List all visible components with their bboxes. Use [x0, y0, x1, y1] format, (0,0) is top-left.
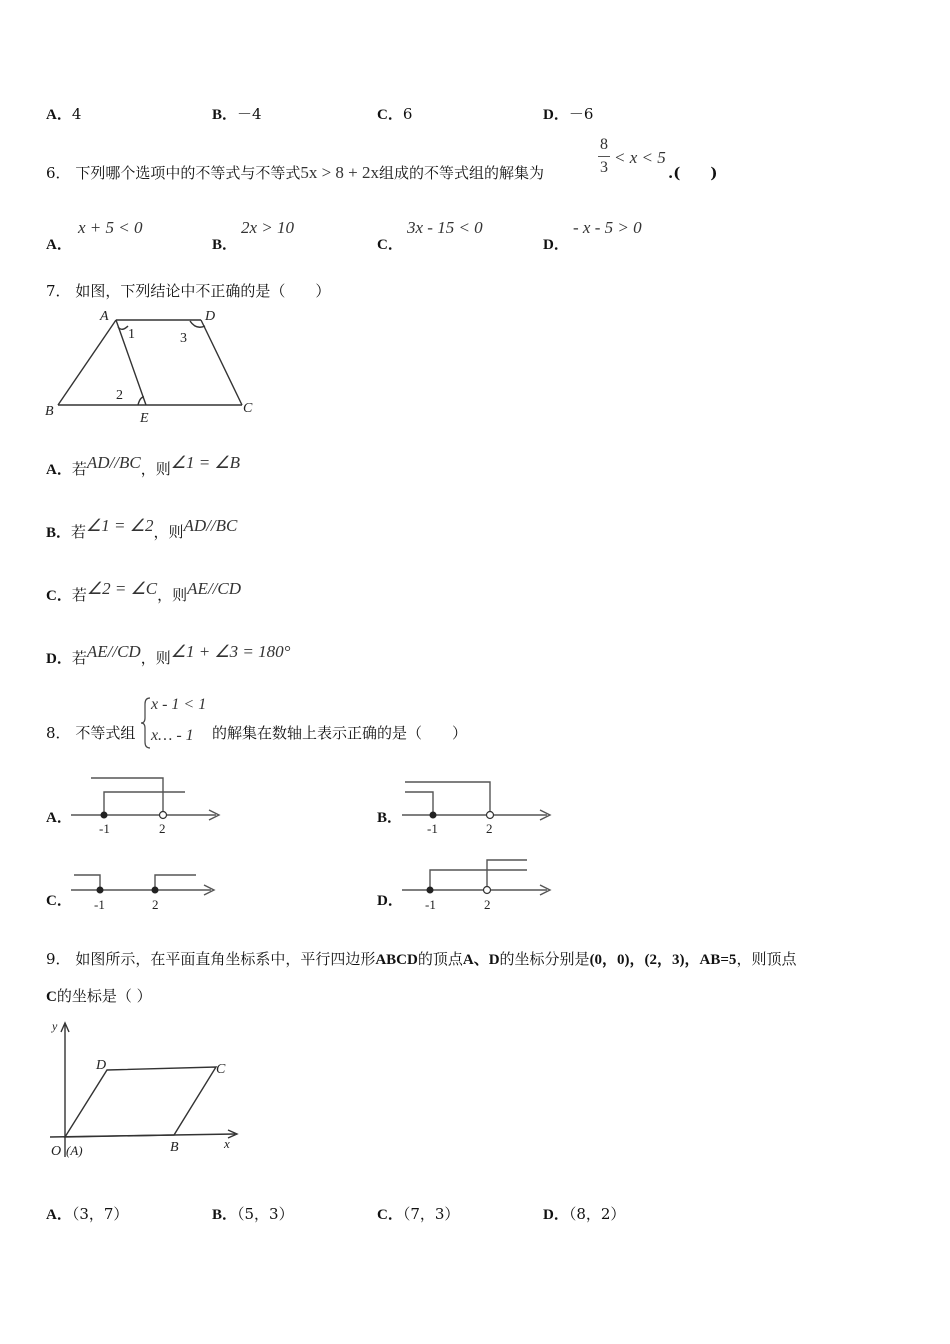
angle-label-2: 2: [116, 388, 123, 403]
option-label: C．: [46, 588, 72, 604]
q9-stem-line-1: [46, 948, 796, 969]
option-label: D．: [377, 893, 403, 909]
option-text: －4: [237, 105, 262, 123]
option-text: （8，2）: [568, 1205, 626, 1223]
tick-label: 2: [152, 897, 159, 912]
q8-option-c[interactable]: [46, 858, 236, 918]
question-text: 下列哪个选项中的不等式与不等式: [75, 164, 301, 182]
option-math: x + 5 < 0: [78, 218, 143, 237]
option-math: AE//CD: [187, 579, 242, 598]
tick-label: 2: [484, 897, 491, 912]
option-text: ，则: [140, 460, 171, 478]
vertex-label-b: B: [45, 404, 54, 419]
solution-ray: [74, 875, 100, 890]
q8-option-d[interactable]: [377, 856, 567, 918]
option-text: ，则: [140, 649, 171, 667]
option-label: B．: [212, 107, 238, 123]
closed-dot: [97, 887, 104, 894]
open-dot: [160, 812, 167, 819]
option-label: D．: [543, 1207, 569, 1223]
option-math: AD//BC: [183, 516, 238, 535]
vertex-label-c: C: [216, 1062, 226, 1077]
tick-label: -1: [427, 821, 438, 835]
option-label: D．: [543, 237, 569, 253]
question-text: 的坐标是（ ）: [56, 987, 152, 1005]
question-text: 组成的不等式组的解集为: [379, 164, 545, 182]
option-math: ∠2 = ∠C: [86, 579, 158, 598]
question-text: A、D: [462, 952, 500, 968]
option-math: 3x - 15 < 0: [407, 218, 483, 237]
solution-ray: [405, 792, 433, 815]
number-line-a: [66, 770, 236, 835]
question-text: 如图，下列结论中不正确的是（ ）: [75, 282, 331, 300]
option-text: 4: [71, 105, 82, 123]
origin-label-a: (A): [66, 1143, 83, 1158]
closed-dot: [101, 812, 108, 819]
option-math: AD//BC: [86, 453, 141, 472]
number-line-c: [66, 858, 236, 918]
q7-option-c[interactable]: [46, 579, 242, 605]
q5-option-a[interactable]: [46, 103, 81, 124]
tick-label: 2: [486, 821, 493, 835]
solution-ray: [430, 870, 527, 890]
question-text: ，则顶点: [736, 950, 797, 968]
number-line-b: [397, 770, 567, 835]
option-label: A．: [46, 107, 72, 123]
q6-stem: [46, 162, 544, 183]
option-label: D．: [46, 651, 72, 667]
option-math: ∠1 = ∠B: [170, 453, 241, 472]
tick-label: 2: [159, 821, 166, 835]
q5-option-d[interactable]: [543, 103, 593, 124]
q8-option-a[interactable]: [46, 770, 236, 835]
tick-label: -1: [94, 897, 105, 912]
q8-stem-suffix: 的解集在数轴上表示正确的是（ ）: [212, 724, 468, 742]
angle-label-3: 3: [180, 331, 187, 346]
open-dot: [487, 812, 494, 819]
q5-option-c[interactable]: [377, 103, 412, 124]
fraction: [598, 136, 610, 177]
inequality-math: 5x > 8 + 2x: [300, 163, 380, 182]
option-label: A．: [46, 462, 72, 478]
question-text: C: [46, 989, 57, 1005]
q9-stem-line-2: [46, 985, 152, 1006]
vertex-label-d: D: [205, 309, 216, 324]
trapezoid-figure: [40, 305, 270, 425]
option-text: 6: [402, 105, 413, 123]
option-text: （5，3）: [237, 1205, 294, 1223]
vertex-label-d: D: [96, 1058, 107, 1073]
option-label: B．: [212, 1207, 238, 1223]
option-text: 若: [71, 649, 87, 667]
fraction-bar: [598, 156, 610, 157]
option-text: －6: [568, 105, 594, 123]
option-text: 若: [71, 523, 87, 541]
option-label: B．: [377, 810, 403, 826]
option-label: B．: [212, 237, 238, 253]
segment-dc: [201, 320, 242, 405]
option-math: 2x > 10: [241, 218, 295, 237]
q9-option-b[interactable]: [212, 1203, 294, 1224]
angle-arc-1: [118, 326, 128, 329]
fraction-numerator: 8: [600, 136, 608, 153]
range-math: < x < 5: [614, 148, 666, 167]
vertex-label-a: A: [100, 309, 109, 324]
q7-option-b[interactable]: [46, 516, 238, 542]
option-label: D．: [543, 107, 569, 123]
option-text: ，则: [157, 586, 188, 604]
system-line-2: x… - 1: [151, 727, 194, 744]
q9-option-a[interactable]: [46, 1203, 128, 1224]
option-label: A．: [46, 237, 72, 253]
q8-stem-prefix: [46, 722, 135, 743]
option-math: AE//CD: [86, 642, 141, 661]
solution-ray: [91, 778, 163, 815]
q9-option-c[interactable]: [377, 1203, 459, 1224]
question-text: ABCD: [375, 952, 418, 968]
vertex-label-e: E: [140, 411, 149, 425]
q8-option-b[interactable]: [377, 770, 567, 835]
q9-option-d[interactable]: [543, 1203, 625, 1224]
question-text: (0，0)，(2，3)，AB=5: [589, 952, 737, 968]
tick-label: -1: [425, 897, 436, 912]
y-axis-label: y: [52, 1019, 58, 1033]
option-math: ∠1 = ∠2: [86, 516, 154, 535]
option-label: C．: [377, 237, 403, 253]
angle-label-1: 1: [128, 327, 135, 342]
coordinate-figure: [40, 1015, 250, 1165]
solution-ray: [104, 792, 185, 815]
q7-option-d[interactable]: [46, 642, 291, 668]
option-label: A．: [46, 810, 72, 826]
closed-dot: [152, 887, 159, 894]
solution-ray: [155, 875, 196, 890]
segment-ab: [58, 320, 116, 405]
question-number: 6．: [46, 164, 71, 182]
answer-paren: .( ): [668, 164, 718, 182]
vertex-label-c: C: [243, 401, 253, 416]
q5-option-b[interactable]: [212, 103, 262, 124]
solution-ray: [487, 860, 527, 890]
option-text: 若: [71, 586, 87, 604]
option-text: （7，3）: [402, 1205, 460, 1223]
option-text: 若: [71, 460, 87, 478]
option-math: - x - 5 > 0: [573, 218, 642, 237]
question-text: 的坐标分别是: [499, 950, 590, 968]
solution-ray: [405, 782, 490, 815]
fraction-denominator: 3: [600, 159, 608, 176]
q7-option-a[interactable]: [46, 453, 241, 479]
x-axis-label: x: [224, 1136, 230, 1151]
open-dot: [484, 887, 491, 894]
closed-dot: [427, 887, 434, 894]
closed-dot: [430, 812, 437, 819]
question-text: 不等式组: [75, 724, 136, 742]
option-label: C．: [377, 107, 403, 123]
origin-label-o: O: [51, 1144, 62, 1159]
parallelogram-abcd: [65, 1067, 216, 1137]
option-label: B．: [46, 525, 72, 541]
question-number: 7．: [46, 282, 71, 300]
vertex-label-b: B: [170, 1140, 179, 1155]
option-text: ，则: [153, 523, 184, 541]
question-text: 如图所示，在平面直角坐标系中，平行四边形: [75, 950, 376, 968]
q7-stem: [46, 280, 330, 301]
question-number: 9．: [46, 950, 71, 968]
option-math: ∠1 + ∠3 = 180°: [170, 642, 291, 661]
question-text: 的顶点: [417, 950, 463, 968]
option-label: A．: [46, 1207, 72, 1223]
system-line-1: x - 1 < 1: [151, 696, 207, 713]
option-label: C．: [46, 893, 72, 909]
tick-label: -1: [99, 821, 110, 835]
number-line-d: [397, 856, 567, 918]
option-label: C．: [377, 1207, 403, 1223]
option-text: （3，7）: [71, 1205, 129, 1223]
question-number: 8．: [46, 724, 71, 742]
